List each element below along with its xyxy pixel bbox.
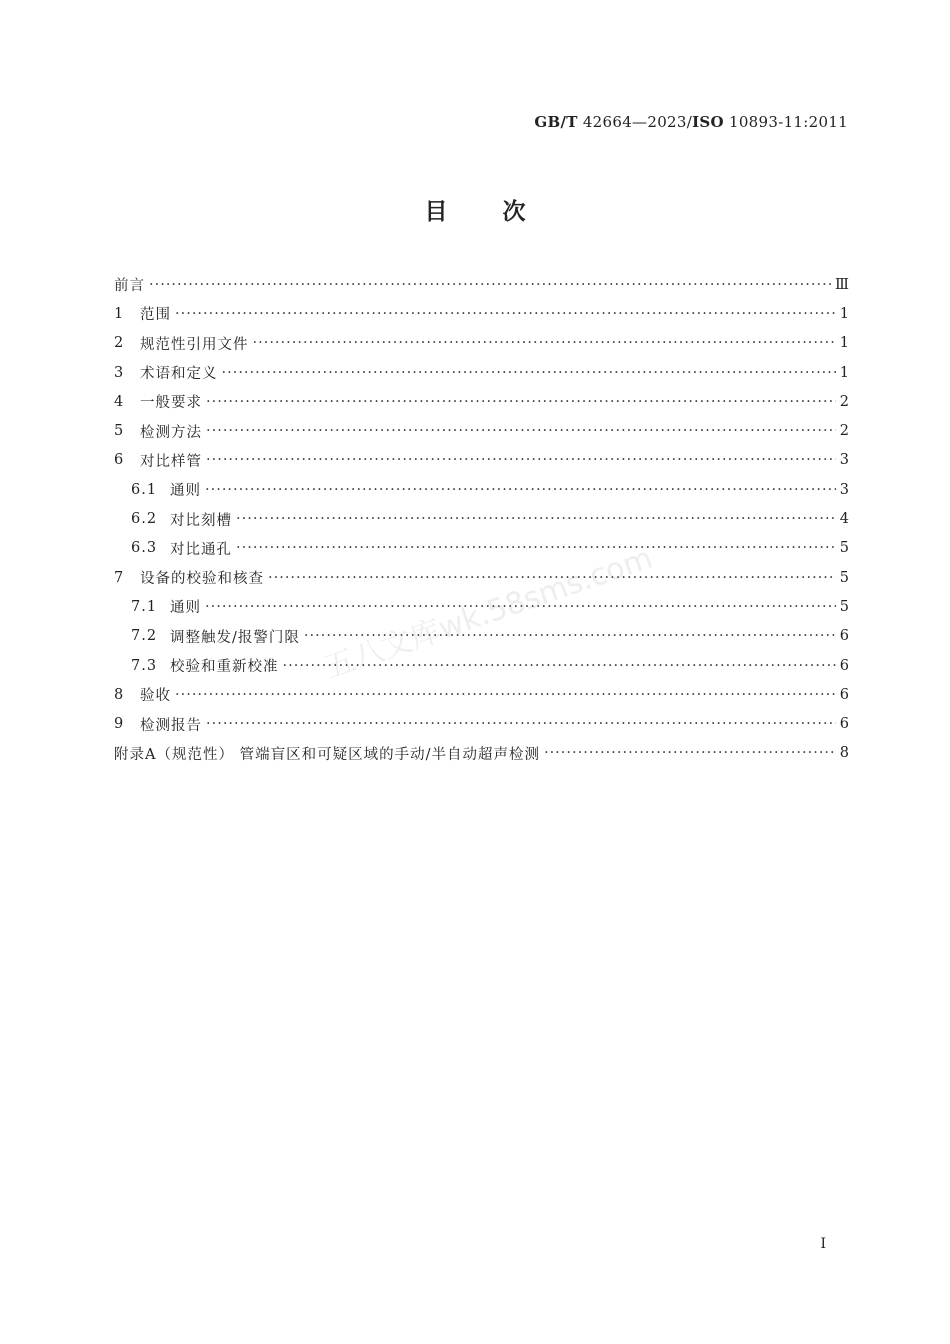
- toc-entry-page: 5: [839, 569, 850, 586]
- toc-entry-number: 6: [114, 452, 125, 469]
- toc-entry-label: 对比刻槽: [170, 512, 232, 529]
- toc-entry-page: 6: [839, 686, 850, 703]
- toc-entry-label: 范围: [140, 307, 171, 324]
- toc-entry[interactable]: [114, 446, 850, 475]
- dot-leader: [544, 745, 836, 761]
- toc-entry-number: 7.2: [131, 628, 158, 645]
- dot-leader: [149, 277, 831, 293]
- toc-entry-page: 6: [839, 657, 850, 674]
- dot-leader: [206, 716, 836, 732]
- dot-leader: [206, 452, 836, 468]
- iso-number: 10893-11:2011: [729, 113, 848, 131]
- toc-entry-label: 检测方法: [140, 424, 202, 441]
- table-of-contents: [114, 270, 850, 768]
- toc-entry[interactable]: [114, 387, 850, 416]
- toc-entry-label: 通则: [170, 483, 201, 500]
- toc-entry-label: 调整触发/报警门限: [170, 629, 300, 646]
- toc-entry-number: 4: [114, 393, 125, 410]
- toc-entry-label: 术语和定义: [140, 366, 218, 383]
- toc-entry[interactable]: [114, 504, 850, 533]
- document-header: [534, 113, 848, 131]
- toc-entry-number: 7.1: [131, 598, 158, 615]
- toc-entry[interactable]: [114, 651, 850, 680]
- dot-leader: [236, 540, 836, 556]
- toc-entry-number: 3: [114, 364, 125, 381]
- toc-entry-page: 5: [839, 598, 850, 615]
- toc-entry[interactable]: [114, 358, 850, 387]
- toc-entry[interactable]: [114, 709, 850, 738]
- toc-entry-page: 3: [839, 481, 850, 498]
- iso-prefix: ISO: [692, 113, 724, 131]
- toc-entry[interactable]: [114, 329, 850, 358]
- toc-entry-number: 6.2: [131, 511, 158, 528]
- watermark: 五八文库wk.58sms.com: [320, 540, 657, 686]
- standard-number: 42664—2023/: [582, 113, 693, 131]
- page-title: 目次: [424, 198, 581, 225]
- toc-entry-label: 前言: [114, 278, 145, 295]
- dot-leader: [206, 394, 836, 410]
- toc-entry-page: 3: [839, 452, 850, 469]
- toc-entry-number: 5: [114, 423, 125, 440]
- toc-entry-number: 2: [114, 335, 125, 352]
- toc-entry-number: 8: [114, 686, 125, 703]
- toc-entry-number: 6.3: [131, 540, 158, 557]
- toc-entry-label: 校验和重新校准: [170, 659, 279, 675]
- dot-leader: [175, 306, 836, 322]
- toc-entry-label: 检测报告: [140, 717, 202, 734]
- toc-entry[interactable]: [114, 299, 850, 328]
- toc-entry-label: 对比样管: [140, 453, 202, 470]
- dot-leader: [205, 482, 836, 498]
- toc-entry[interactable]: [114, 534, 850, 563]
- toc-entry-label: 验收: [140, 688, 171, 705]
- toc-entry-label: 设备的校验和核查: [140, 571, 264, 588]
- toc-entry-page: 4: [839, 511, 850, 528]
- toc-entry-page: 8: [839, 745, 850, 762]
- dot-leader: [175, 687, 836, 703]
- toc-entry-label: 附录A（规范性） 管端盲区和可疑区域的手动/半自动超声检测: [114, 746, 540, 763]
- toc-entry-page: 1: [839, 364, 850, 381]
- toc-entry-page: 6: [839, 628, 850, 645]
- toc-entry[interactable]: [114, 416, 850, 445]
- toc-entry[interactable]: [114, 739, 850, 768]
- toc-entry-label: 规范性引用文件: [140, 336, 249, 353]
- dot-leader: [206, 423, 836, 439]
- dot-leader: [222, 365, 836, 381]
- dot-leader: [253, 335, 836, 351]
- toc-entry-label: 对比通孔: [170, 541, 232, 558]
- toc-entry-number: 6.1: [131, 481, 158, 498]
- toc-entry-number: 1: [114, 305, 125, 322]
- toc-entry[interactable]: [114, 475, 850, 504]
- toc-entry-number: 7: [114, 569, 125, 586]
- toc-entry-page: 1: [839, 305, 850, 322]
- toc-entry-number: 9: [114, 716, 125, 733]
- toc-entry-number: 7.3: [131, 657, 158, 674]
- toc-entry[interactable]: [114, 680, 850, 709]
- toc-entry[interactable]: [114, 270, 850, 299]
- toc-entry-page: 1: [839, 335, 850, 352]
- toc-entry-page: 2: [839, 423, 850, 440]
- toc-entry-label: 通则: [170, 600, 201, 617]
- toc-entry-label: 一般要求: [140, 395, 202, 412]
- toc-entry-page: Ⅲ: [835, 276, 850, 293]
- standard-prefix: GB/T: [534, 113, 578, 131]
- page-number: I: [820, 1236, 826, 1252]
- toc-entry-page: 5: [839, 540, 850, 557]
- toc-entry-page: 6: [839, 716, 850, 733]
- dot-leader: [236, 511, 836, 527]
- toc-entry-page: 2: [839, 393, 850, 410]
